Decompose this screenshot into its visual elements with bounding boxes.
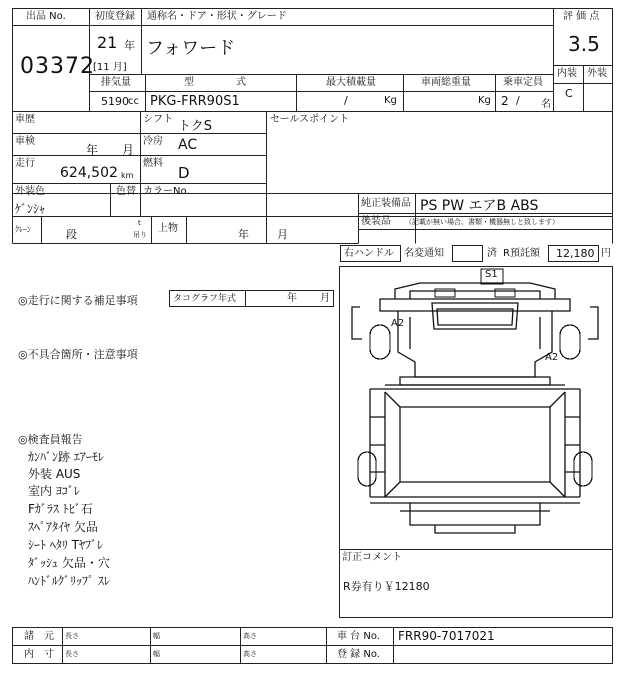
- inspection-month: 月: [122, 143, 135, 157]
- report-line: ｼｰﾄ ﾍﾀﾘ Tﾔﾌﾞﾚ: [28, 538, 103, 552]
- report-line: 外装 AUS: [28, 467, 81, 481]
- shift-value: トクS: [178, 119, 212, 134]
- dims-length-label: 長さ: [65, 632, 79, 640]
- mileage-label: 走行: [15, 158, 35, 169]
- rating-label: 評 価 点: [563, 11, 600, 22]
- change-notice-done: 済: [487, 248, 497, 259]
- deck-label: 上物: [158, 223, 178, 234]
- deck-month: 月: [277, 228, 288, 241]
- overall-rating: 3.5: [568, 32, 600, 56]
- capacity: 2: [501, 94, 509, 108]
- report-line: ｽﾍﾟｱﾀｲﾔ 欠品: [28, 520, 98, 534]
- inspector-report-title: ◎検査員報告: [18, 433, 83, 446]
- equipment-label: 純正装備品: [361, 198, 411, 209]
- report-line: ﾊﾝﾄﾞﾙｸﾞﾘｯﾌﾟ ｽﾚ: [28, 574, 110, 588]
- tachograph-month: 月: [320, 293, 330, 304]
- dims-width-label: 幅: [153, 632, 160, 640]
- damage-mark-a2-right: A2: [545, 352, 559, 363]
- damage-mark-s1: S1: [485, 269, 498, 280]
- correction-text: R券有り￥12180: [343, 580, 430, 593]
- color-change-label: 色替: [116, 186, 136, 197]
- mileage: 624,502: [60, 165, 118, 181]
- crane-lift-unit: 吊り: [133, 231, 147, 239]
- model-label: 型 式: [184, 77, 249, 88]
- color-value: ｹﾞﾝｼｬ: [15, 202, 46, 216]
- vehicle-damage-diagram: [340, 267, 612, 549]
- lot-no-label: 出品 No.: [26, 11, 66, 22]
- shift-label: シフト: [143, 114, 173, 125]
- capacity-unit: 名: [541, 99, 551, 110]
- tachograph-year: 年: [287, 293, 297, 304]
- displacement: 5190: [101, 95, 129, 108]
- correction-title: 訂正コメント: [342, 552, 402, 563]
- first-reg-label: 初度登録: [95, 11, 135, 22]
- registration-no-label: 登 録 No.: [337, 649, 380, 660]
- dims-height-label: 高さ: [243, 632, 257, 640]
- interior-grade-label: 内装: [557, 68, 577, 79]
- equipment-value: PS PW エアB ABS: [420, 198, 539, 214]
- chassis-no: FRR90-7017021: [398, 629, 495, 643]
- displacement-unit: cc: [128, 96, 139, 107]
- reg-year-unit: 年: [124, 39, 135, 52]
- capacity-sep: /: [516, 94, 520, 107]
- reg-month: [11 月]: [93, 62, 127, 73]
- aftermarket-note: （記載が無い場合、書類・機器無しと致します）: [405, 218, 559, 226]
- max-load-label: 最大積載量: [326, 77, 376, 88]
- crane-label: ｸﾚｰﾝ: [15, 225, 31, 234]
- chassis-no-label: 車 台 No.: [337, 631, 380, 642]
- ac-value: AC: [178, 137, 198, 153]
- car-name-label: 通称名・ドア・形状・グレード: [147, 11, 287, 22]
- model-code: PKG-FRR90S1: [150, 94, 240, 109]
- report-line: ﾀﾞｯｼｭ 欠品・穴: [28, 556, 110, 570]
- rhd-checkbox: 右ハンドル: [344, 248, 394, 259]
- driving-notes-title: ◎走行に関する補足事項: [18, 294, 138, 307]
- max-load-unit: Kg: [384, 95, 397, 106]
- capacity-label: 乗車定員: [503, 77, 543, 88]
- report-line: 室内 ﾖｺﾞﾚ: [28, 484, 80, 498]
- report-line: Fｶﾞﾗｽ ﾄﾋﾞ石: [28, 502, 93, 516]
- mileage-unit: km: [121, 171, 134, 180]
- inspection-label: 車検: [15, 136, 35, 147]
- reg-year: 21: [97, 33, 118, 52]
- crane-step-unit: 段: [66, 228, 77, 241]
- crane-ton-unit: t: [138, 219, 141, 227]
- fuel-value: D: [178, 164, 190, 182]
- gross-weight-label: 車両総重量: [421, 77, 471, 88]
- exterior-grade-label: 外装: [587, 68, 607, 79]
- inner-dims-label: 内 寸: [24, 649, 54, 660]
- gross-weight-unit: Kg: [478, 95, 491, 106]
- inner-height-label: 高さ: [243, 650, 257, 658]
- car-name: フォワード: [146, 38, 236, 59]
- inspection-year: 年: [86, 143, 99, 157]
- report-line: ｶﾝﾊﾞﾝ跡 ｴｱｰﾓﾚ: [28, 450, 104, 464]
- damage-mark-a2-left: A2: [391, 318, 405, 329]
- color-no-label: カラーNo.: [143, 186, 190, 197]
- sales-point-label: セールスポイント: [270, 114, 350, 125]
- tachograph-label: タコグラフ年式: [173, 294, 237, 304]
- color-label: 外装色: [15, 186, 45, 197]
- displacement-label: 排気量: [101, 77, 131, 88]
- inner-length-label: 長さ: [65, 650, 79, 658]
- lot-no: 03372: [20, 54, 95, 79]
- max-load-sep: /: [344, 94, 348, 107]
- defects-title: ◎不具合箇所・注意事項: [18, 348, 138, 361]
- aftermarket-label: 後装品: [361, 216, 391, 227]
- interior-grade: C: [565, 87, 573, 100]
- history-label: 車歴: [15, 114, 35, 125]
- recycle-deposit-label: R預託額: [503, 248, 540, 259]
- recycle-deposit-yen: 円: [601, 248, 611, 259]
- recycle-deposit: 12,180: [556, 247, 595, 260]
- ac-label: 冷房: [143, 136, 163, 147]
- inner-width-label: 幅: [153, 650, 160, 658]
- dims-label: 諸 元: [24, 631, 54, 642]
- fuel-label: 燃料: [143, 158, 163, 169]
- deck-year: 年: [238, 228, 249, 241]
- change-notice-label: 名変通知: [404, 248, 444, 259]
